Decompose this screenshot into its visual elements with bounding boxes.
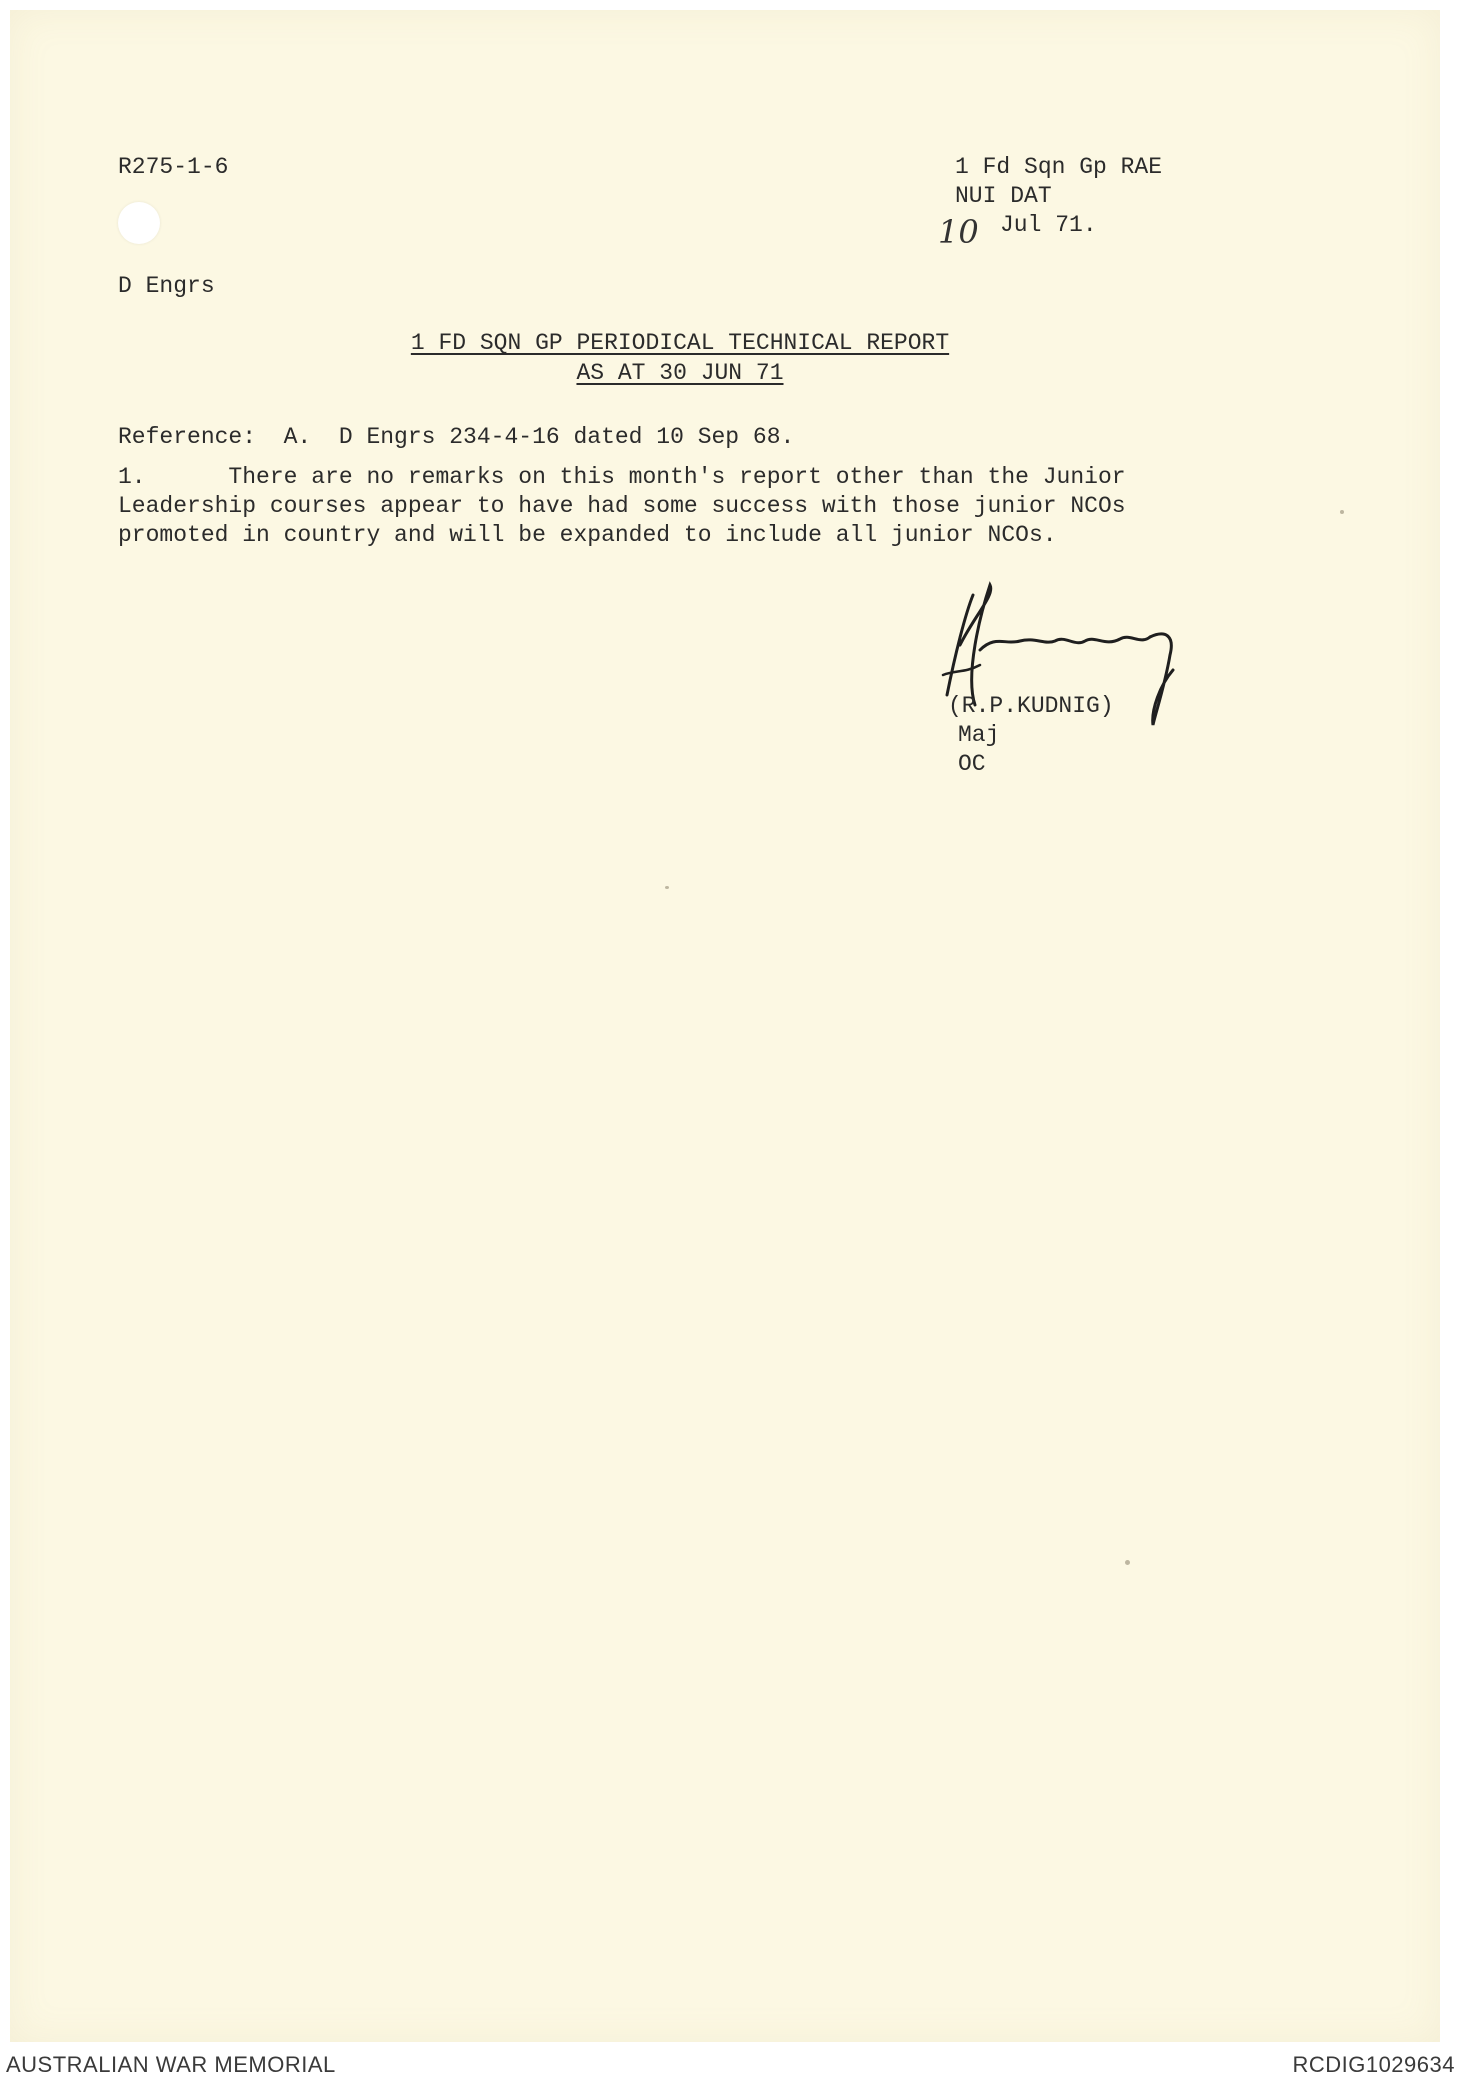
signatory-appointment: OC [958,751,986,777]
paragraph-line-3: promoted in country and will be expanded to include all junior NCOs. [118,522,1057,548]
sender-location: NUI DAT [955,183,1052,209]
handwritten-date-day: 10 [938,213,979,251]
paper-speck [665,886,669,889]
footer-archive-name: AUSTRALIAN WAR MEMORIAL [6,2052,336,2077]
footer-record-id: RCDIG1029634 [1292,2052,1455,2077]
sender-date: Jul 71. [1000,212,1097,238]
reference-line: Reference: A. D Engrs 234-4-16 dated 10 Sep 68. [118,424,795,450]
document-page [10,10,1440,2042]
paper-speck [1125,1560,1130,1565]
signatory-name: (R.P.KUDNIG) [948,693,1114,719]
sender-unit: 1 Fd Sqn Gp RAE [955,154,1163,180]
punch-hole [118,202,160,244]
paragraph-line-2: Leadership courses appear to have had some success with those junior NCOs [118,493,1126,519]
report-title-line1: 1 FD SQN GP PERIODICAL TECHNICAL REPORT [410,330,950,356]
report-title-line2: AS AT 30 JUN 71 [576,360,784,386]
paper-speck [1340,510,1344,514]
file-reference: R275-1-6 [118,154,229,180]
addressee: D Engrs [118,273,215,299]
signatory-rank: Maj [958,722,1000,748]
paragraph-line-1: 1. There are no remarks on this month's report other than the Junior [118,464,1126,490]
